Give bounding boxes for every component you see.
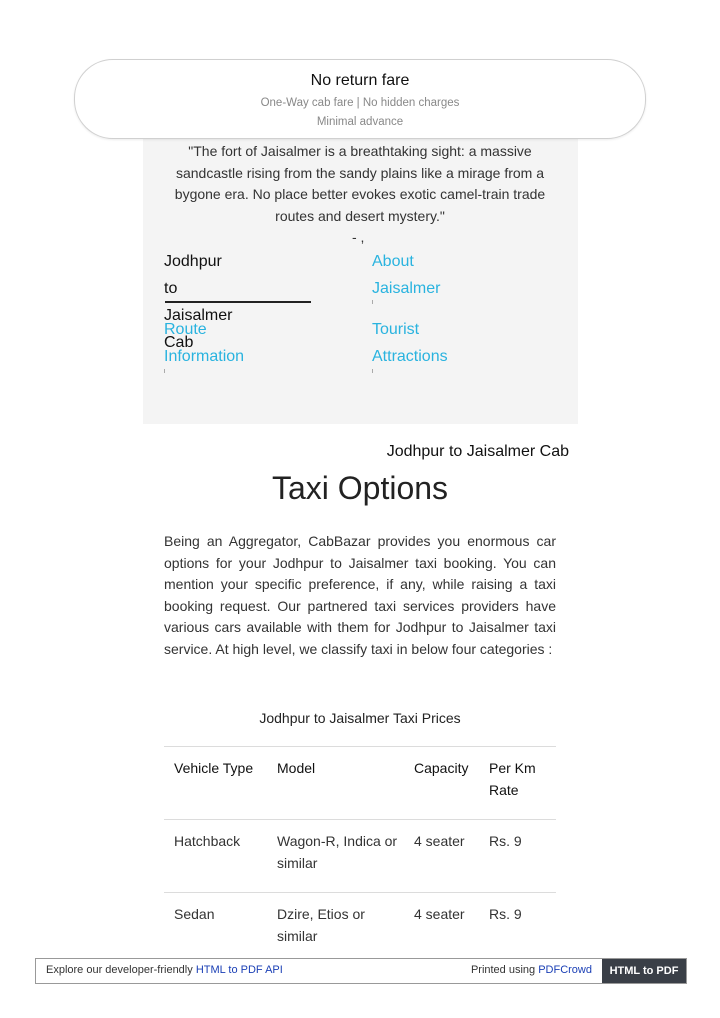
- html-to-pdf-button[interactable]: HTML to PDF: [602, 959, 686, 983]
- header-vehicle-type: Vehicle Type: [174, 760, 254, 776]
- cell-capacity: 4 seater: [414, 906, 465, 922]
- footer-right-text: Printed using: [470, 964, 539, 976]
- cell-vehicle-type: Hatchback: [174, 833, 241, 849]
- nav-item-line1: Jodhpur to: [164, 253, 222, 297]
- page-title: Taxi Options: [271, 470, 449, 506]
- footer-left: [46, 964, 283, 976]
- nav-tourist-attractions[interactable]: [372, 316, 448, 370]
- cell-capacity: 4 seater: [414, 833, 465, 849]
- nav-about-jaisalmer[interactable]: [372, 248, 440, 302]
- nav-item-line2: Jaisalmer: [372, 280, 441, 297]
- banner-title: No return fare: [310, 72, 410, 89]
- nav-tick: [372, 300, 373, 304]
- quote-text: "The fort of Jaisalmer is a breathtaking sight: a massive sandcastle rising from the sandy plains like a mirage from a bygone era. No place better evokes exotic camel-train trade routes and desert mystery.": [174, 143, 546, 224]
- promo-banner: [74, 59, 646, 139]
- nav-tick: [372, 369, 373, 373]
- footer-right: [471, 964, 592, 976]
- active-nav-underline: [165, 301, 311, 303]
- taxi-prices-table: [164, 746, 556, 966]
- quote-attribution: - ,: [352, 229, 365, 245]
- cell-vehicle-type: Sedan: [174, 906, 215, 922]
- nav-item-line2: Information: [164, 348, 245, 365]
- banner-line-1: One-Way cab fare | No hidden charges: [260, 97, 460, 109]
- header-model: Model: [277, 760, 316, 776]
- nav-item-line2: Jaisalmer Cab: [164, 307, 233, 351]
- cell-model: Dzire, Etios or similar: [277, 906, 365, 944]
- nav-item-line1: Route: [164, 321, 207, 338]
- nav-route-information[interactable]: [164, 316, 244, 370]
- html-to-pdf-api-link[interactable]: HTML to PDF API: [195, 964, 283, 976]
- section-subtitle: Jodhpur to Jaisalmer Cab: [386, 443, 569, 460]
- table-header-row: [164, 747, 556, 820]
- header-capacity: Capacity: [414, 760, 469, 776]
- pdfcrowd-link[interactable]: PDFCrowd: [538, 964, 592, 976]
- header-per-km-rate: Per Km Rate: [489, 760, 536, 798]
- nav-tick: [164, 369, 165, 373]
- pdf-footer-bar: [35, 958, 687, 984]
- cell-rate: Rs. 9: [489, 833, 522, 849]
- nav-item-line2: Attractions: [372, 348, 448, 365]
- footer-left-text: Explore our developer-friendly: [46, 964, 196, 976]
- nav-item-line1: About: [372, 253, 414, 270]
- nav-item-line1: Tourist: [372, 321, 420, 338]
- cell-rate: Rs. 9: [489, 906, 522, 922]
- intro-paragraph: Being an Aggregator, CabBazar provides you enormous car options for your Jodhpur to Jaisalmer taxi booking. You can mention your specific preference, if any, while raising a taxi booking request. Our partnered taxi services providers have various cars available with them for Jodhpur to Jaisalmer taxi service. At high level, we classify taxi in below four categories :: [164, 533, 556, 657]
- table-row: [164, 893, 556, 966]
- banner-line-2: Minimal advance: [316, 116, 404, 128]
- table-row: [164, 820, 556, 893]
- cell-model: Wagon-R, Indica or similar: [277, 833, 398, 871]
- table-caption: Jodhpur to Jaisalmer Taxi Prices: [259, 710, 461, 726]
